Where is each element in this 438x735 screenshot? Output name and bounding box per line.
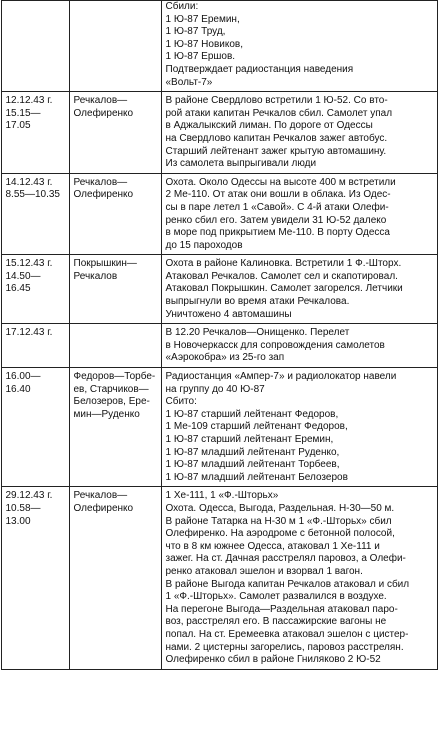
description-line: «Аэрокобра» из 25-го зап [165, 352, 285, 364]
pilots-line: Речкалов [73, 270, 118, 282]
description-line: 1 Ю-87 Новиков, [165, 38, 243, 50]
description-line: сы в паре летел 1 «Савой». С 4-й атаки Олефи- [165, 201, 389, 213]
pilots-cell [69, 255, 161, 324]
description-line: зажег. На ст. Дачная расстрелял паровоз, а Олефи- [165, 553, 406, 565]
pilots-cell [69, 1, 161, 92]
description-line: Сбили: [165, 1, 199, 12]
description-line: Радиостанция «Ампер-7» и радиолокатор навели [165, 371, 397, 383]
log-row [1, 173, 437, 255]
pilots-line: Речкалов— [73, 176, 128, 188]
date-cell [1, 1, 69, 92]
description-line: Из самолета выпрыгивали люди [165, 158, 317, 170]
date-line: 16.40 [5, 383, 31, 395]
description-cell [161, 255, 437, 324]
description-line: «Вольт-7» [165, 76, 213, 88]
description-line: выпрыгнули во время атаки Речкалова. [165, 296, 350, 308]
description-line: 1 Ю-87 старший лейтенант Еремин, [165, 434, 334, 445]
description-line: 1 Ю-87 младший лейтенант Руденко, [165, 446, 340, 458]
log-row [1, 1, 437, 92]
description-line: нами. 2 цистерны загорелись, паровоз расстрелян. [165, 641, 404, 653]
log-row [1, 368, 437, 487]
description-line: 1 Ю-87 младший лейтенант Торбеев, [165, 459, 340, 471]
date-line: 14.12.43 г. [5, 176, 53, 188]
description-line: 2 Ме-110. От атак они вошли в облака. Из Одес- [165, 189, 391, 201]
description-cell [161, 324, 437, 368]
date-line: 16.00— [5, 371, 41, 383]
description-line: до 15 пароходов [165, 239, 243, 251]
description-line: в море под прикрытием Ме-110. В порту Одесса [165, 227, 390, 239]
date-cell [1, 255, 69, 324]
log-row [1, 92, 437, 174]
description-line: 1 «Ф.-Шторьх». Самолет развалился в воздухе. [165, 591, 387, 603]
pilots-line: Речкалов— [73, 95, 128, 107]
description-line: Старший лейтенант зажег крытую автомашину. [165, 145, 387, 157]
description-line: попал. На ст. Еремеевка атаковал эшелон с цистер- [165, 628, 409, 640]
description-line: 1 Ю-87 младший лейтенант Белозеров [165, 471, 348, 483]
pilots-cell [69, 173, 161, 255]
description-cell [161, 92, 437, 174]
description-line: 1 Ю-87 Труд, [165, 26, 226, 38]
description-line: на Свердлово капитан Речкалов зажег автобус. [165, 132, 388, 144]
date-cell [1, 173, 69, 255]
description-line: 1 Ме-109 старший лейтенант Федоров, [165, 421, 348, 433]
description-cell [161, 173, 437, 255]
description-line: Атаковал Покрышкин. Самолет загорелся. Летчики [165, 283, 403, 295]
date-line: 14.50— [5, 270, 41, 282]
date-line: 16.45 [5, 283, 31, 295]
description-line: 1 Ю-87 Ершов. [165, 51, 236, 63]
description-line: Охота. Одесса, Выгода, Раздельная. Н-30—50 м. [165, 502, 395, 514]
date-line: 17.12.43 г. [5, 327, 53, 339]
description-line: В районе Татарка на Н-30 м 1 «Ф.-Шторьх» сбил [165, 515, 392, 527]
description-line: Атаковал Речкалов. Самолет сел и скапотировал. [165, 270, 398, 282]
pilots-cell [69, 92, 161, 174]
log-row [1, 487, 437, 669]
description-line: В 12.20 Речкалов—Онищенко. Перелет [165, 327, 350, 339]
date-cell [1, 368, 69, 487]
description-line: В районе Свердлово встретили 1 Ю-52. Со вто- [165, 95, 388, 107]
description-line: воз, расстрелял его. В пассажирские вагоны не [165, 616, 387, 628]
description-line: ренко атаковал эшелон и взорвал 1 вагон. [165, 565, 363, 577]
date-line: 15.12.43 г. [5, 258, 53, 270]
date-line: 13.00 [5, 515, 31, 527]
log-row [1, 255, 437, 324]
pilots-line: Федоров—Торбе- [73, 371, 156, 383]
pilots-cell [69, 324, 161, 368]
date-line: 17.05 [5, 120, 31, 132]
pilots-line: Белозеров, Ере- [73, 396, 150, 408]
description-line: Охота. Около Одессы на высоте 400 м встретили [165, 176, 396, 188]
description-cell [161, 1, 437, 92]
date-cell [1, 487, 69, 669]
description-line: в Аджалыкский лиман. По дороге от Одессы [165, 120, 373, 132]
pilots-line: Олефиренко [73, 502, 134, 514]
description-line: Подтверждает радиостанция наведения [165, 63, 354, 75]
description-cell [161, 487, 437, 669]
date-line: 12.12.43 г. [5, 95, 53, 107]
description-line: ренко сбил его. Затем увидели 31 Ю-52 далеко [165, 214, 387, 226]
date-line: 8.55—10.35 [5, 189, 60, 201]
description-line: на группу до 40 Ю-87 [165, 383, 265, 395]
description-line: Олефиренко сбил в районе Гниляково 2 Ю-52 [165, 654, 381, 666]
pilots-line: Речкалов— [73, 490, 128, 502]
sortie-log-table [1, 0, 438, 670]
date-line: 15.15— [5, 107, 41, 119]
date-line: 29.12.43 г. [5, 490, 53, 502]
description-line: 1 Ю-87 старший лейтенант Федоров, [165, 408, 339, 420]
pilots-line: ев, Старчиков— [73, 383, 149, 395]
pilots-cell [69, 487, 161, 669]
pilots-line: Олефиренко [73, 189, 134, 201]
sortie-log-body [1, 1, 437, 670]
description-cell [161, 368, 437, 487]
pilots-line: мин—Руденко [73, 408, 140, 420]
date-cell [1, 92, 69, 174]
description-line: 1 Хе-111, 1 «Ф.-Шторьх» [165, 490, 279, 502]
pilots-cell [69, 368, 161, 487]
description-line: На перегоне Выгода—Раздельная атаковал паро- [165, 603, 398, 615]
description-line: Охота в районе Калиновка. Встретили 1 Ф.-Шторх. [165, 258, 402, 270]
log-row [1, 324, 437, 368]
description-line: в Новочеркасск для сопровождения самолетов [165, 339, 385, 351]
description-line: Сбито: [165, 396, 197, 408]
pilots-line: Олефиренко [73, 107, 134, 119]
date-line: 10.58— [5, 502, 41, 514]
description-line: В районе Выгода капитан Речкалов атаковал и сбил [165, 578, 410, 590]
description-line: рой атаки капитан Речкалов сбил. Самолет упал [165, 107, 393, 119]
description-line: Уничтожено 4 автомашины [165, 308, 292, 320]
description-line: 1 Ю-87 Еремин, [165, 13, 240, 25]
pilots-line: Покрышкин— [73, 258, 137, 270]
description-line: что в 8 км южнее Одесса, атаковал 1 Хе-111 и [165, 540, 380, 552]
date-cell [1, 324, 69, 368]
description-line: Олефиренко. На аэродроме с бетонной полосой, [165, 528, 395, 540]
